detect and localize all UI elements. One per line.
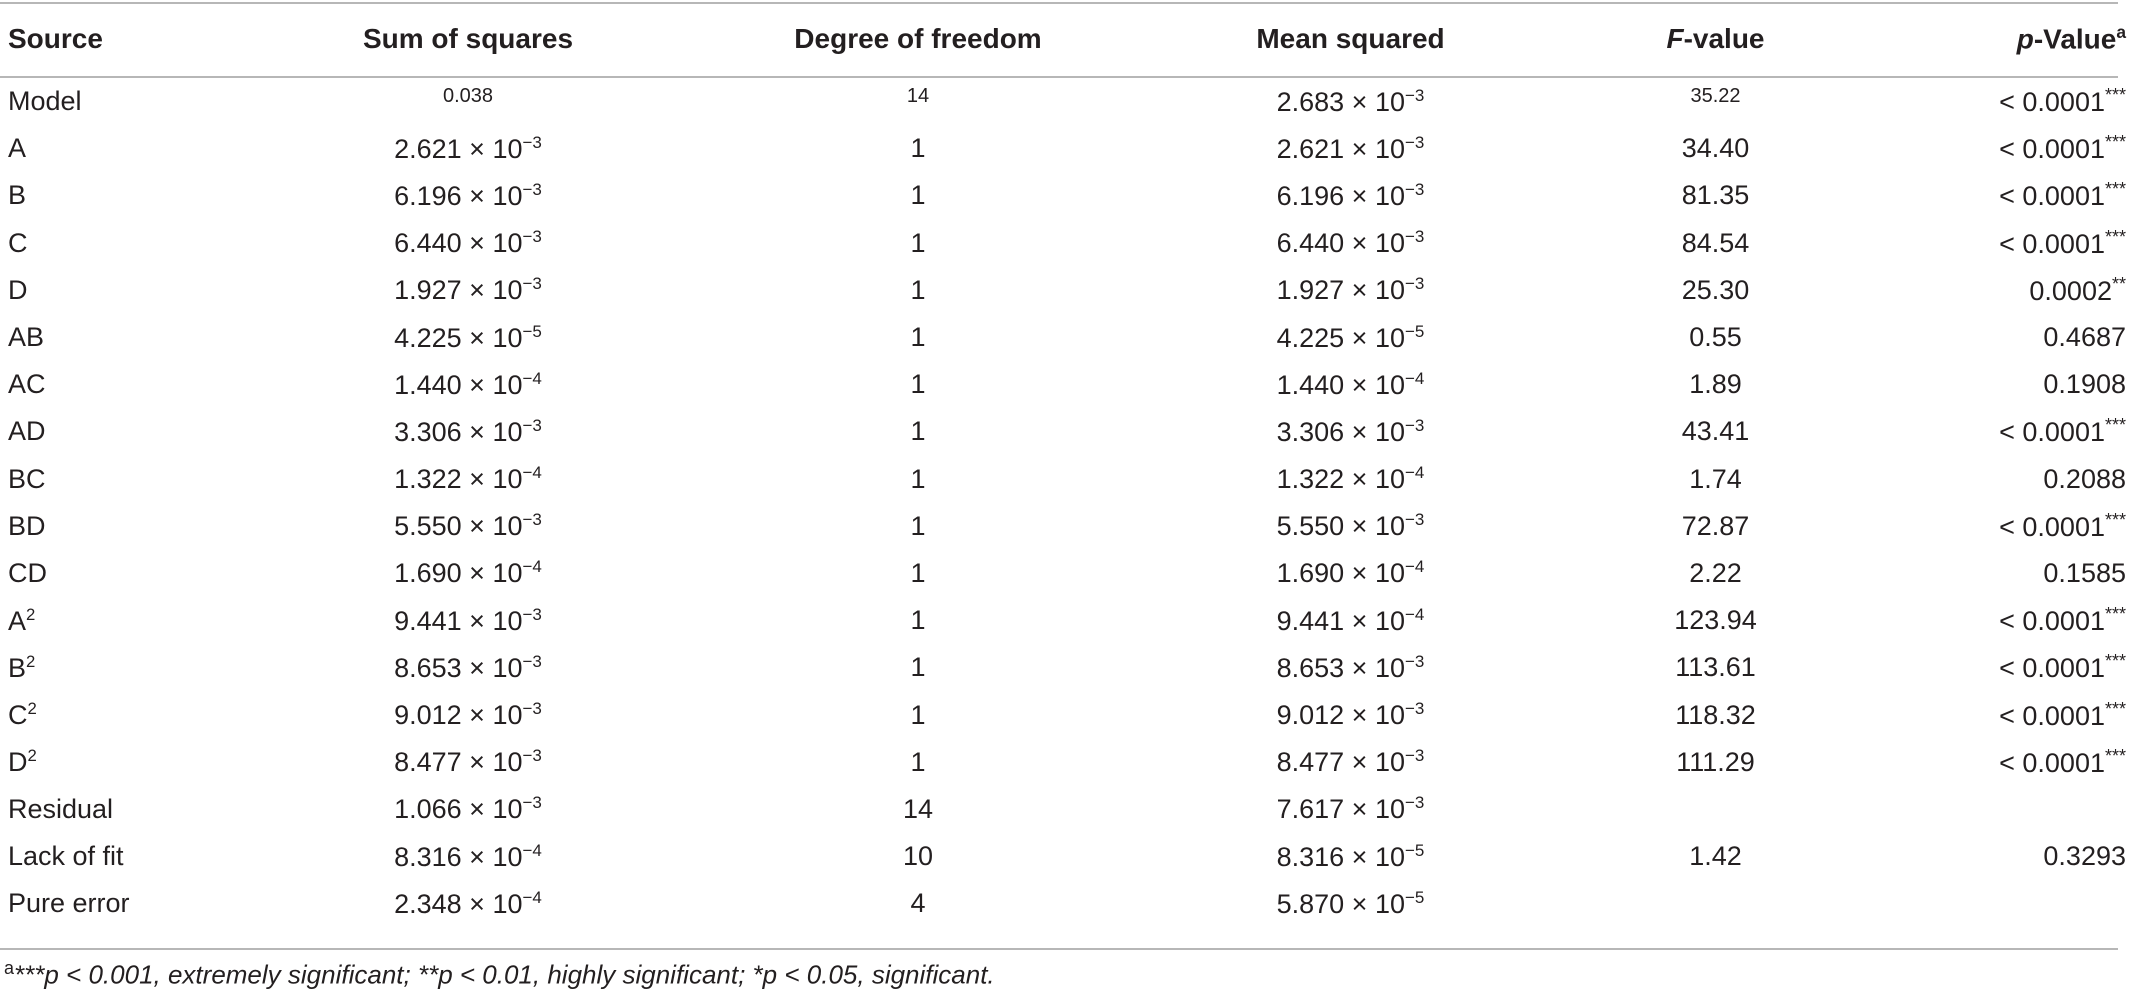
ms-mantissa: 3.306 × 10 [1276, 416, 1405, 447]
cell-sum-of-squares [268, 361, 668, 408]
df-value: 1 [910, 463, 926, 494]
cell-source [0, 220, 268, 267]
significance-stars: *** [2104, 132, 2126, 153]
cell-source [0, 172, 268, 219]
p-value: < 0.0001 [1999, 87, 2105, 118]
source-label: AD [8, 416, 46, 447]
cell-p-value [1898, 314, 2132, 361]
ss-mantissa: 1.440 × 10 [394, 369, 523, 400]
cell-mean-squared [1168, 550, 1533, 597]
cell-sum-of-squares [268, 220, 668, 267]
ms-mantissa: 5.870 × 10 [1276, 888, 1405, 919]
ms-exponent: −3 [1404, 179, 1425, 199]
cell-f-value [1533, 125, 1898, 172]
df-value: 4 [910, 888, 926, 919]
source-label: BD [8, 510, 46, 541]
significance-stars: *** [2104, 745, 2126, 766]
cell-f-value [1533, 833, 1898, 880]
cell-p-value [1898, 833, 2132, 880]
ms-exponent: −3 [1404, 415, 1425, 435]
ss-exponent: −3 [522, 227, 542, 247]
table-row [0, 78, 2132, 125]
cell-p-value [1898, 172, 2132, 219]
p-value: 0.2088 [2043, 463, 2126, 494]
cell-source [0, 408, 268, 455]
cell-source [0, 786, 268, 833]
cell-mean-squared [1168, 880, 1533, 927]
cell-p-value [1898, 456, 2132, 503]
table-row [0, 408, 2132, 455]
source-label: BC [8, 463, 46, 494]
significance-stars: *** [2104, 415, 2126, 436]
ms-exponent: −5 [1404, 887, 1425, 907]
ss-mantissa: 8.653 × 10 [394, 652, 523, 683]
df-value: 1 [910, 557, 926, 588]
cell-degree-of-freedom [668, 644, 1168, 691]
cell-sum-of-squares [268, 172, 668, 219]
df-value: 1 [910, 322, 926, 353]
cell-source [0, 880, 268, 927]
significance-stars: *** [2104, 85, 2126, 106]
p-value: 0.1908 [2043, 369, 2126, 400]
cell-source [0, 361, 268, 408]
p-value: < 0.0001 [1999, 606, 2105, 637]
cell-mean-squared [1168, 78, 1533, 125]
f-value: 81.35 [1681, 180, 1750, 211]
p-value: < 0.0001 [1999, 700, 2105, 731]
cell-f-value [1533, 691, 1898, 738]
ms-mantissa: 8.653 × 10 [1276, 652, 1405, 683]
cell-p-value [1898, 220, 2132, 267]
table-row [0, 786, 2132, 833]
f-value: 34.40 [1681, 133, 1750, 164]
ss-mantissa: 2.621 × 10 [394, 133, 523, 164]
cell-sum-of-squares [268, 125, 668, 172]
table-row [0, 597, 2132, 644]
table-row [0, 691, 2132, 738]
f-value: 35.22 [1690, 85, 1741, 108]
df-value: 1 [910, 699, 926, 730]
cell-mean-squared [1168, 503, 1533, 550]
cell-f-value [1533, 550, 1898, 597]
ms-exponent: −3 [1404, 227, 1425, 247]
p-value: < 0.0001 [1999, 134, 2105, 165]
cell-f-value [1533, 78, 1898, 125]
source-exponent: 2 [26, 651, 36, 671]
cell-mean-squared [1168, 786, 1533, 833]
cell-degree-of-freedom [668, 550, 1168, 597]
p-value: < 0.0001 [1999, 181, 2105, 212]
header-source: Source [8, 23, 103, 54]
df-value: 1 [910, 605, 926, 636]
p-value: < 0.0001 [1999, 653, 2105, 684]
cell-sum-of-squares [268, 503, 668, 550]
cell-source [0, 314, 268, 361]
source-exponent: 2 [27, 746, 37, 766]
cell-p-value [1898, 880, 2132, 927]
cell-p-value [1898, 361, 2132, 408]
ss-exponent: −5 [522, 321, 542, 341]
df-value: 1 [910, 652, 926, 683]
source-label: CD [8, 557, 47, 588]
table-row [0, 644, 2132, 691]
ms-mantissa: 1.927 × 10 [1276, 275, 1405, 306]
df-value: 1 [910, 227, 926, 258]
cell-degree-of-freedom [668, 125, 1168, 172]
footnote-marker: a [4, 958, 15, 978]
source-label: Pure error [8, 888, 130, 919]
table-row [0, 739, 2132, 786]
ss-exponent: −3 [522, 651, 542, 671]
ms-exponent: −3 [1404, 274, 1425, 294]
cell-degree-of-freedom [668, 408, 1168, 455]
ms-exponent: −5 [1404, 321, 1425, 341]
ms-mantissa: 1.690 × 10 [1276, 558, 1405, 589]
cell-mean-squared [1168, 125, 1533, 172]
p-value: 0.1585 [2043, 557, 2126, 588]
source-label: A [8, 605, 27, 636]
table-body [0, 78, 2132, 927]
cell-mean-squared [1168, 739, 1533, 786]
cell-degree-of-freedom [668, 691, 1168, 738]
cell-sum-of-squares [268, 786, 668, 833]
cell-source [0, 739, 268, 786]
ss-exponent: −4 [522, 557, 542, 577]
f-value: 118.32 [1675, 699, 1756, 730]
cell-sum-of-squares [268, 739, 668, 786]
ss-exponent: −3 [522, 604, 542, 624]
cell-f-value [1533, 597, 1898, 644]
df-value: 14 [906, 85, 930, 108]
df-value: 1 [910, 510, 926, 541]
ss-exponent: −3 [522, 415, 542, 435]
cell-f-value [1533, 361, 1898, 408]
cell-mean-squared [1168, 267, 1533, 314]
ms-mantissa: 9.441 × 10 [1276, 605, 1405, 636]
cell-p-value [1898, 550, 2132, 597]
ss-exponent: −3 [522, 179, 542, 199]
source-label: C [8, 227, 28, 258]
cell-mean-squared [1168, 172, 1533, 219]
cell-p-value [1898, 503, 2132, 550]
f-value: 43.41 [1681, 416, 1750, 447]
cell-sum-of-squares [268, 833, 668, 880]
source-exponent: 2 [27, 699, 37, 719]
cell-mean-squared [1168, 408, 1533, 455]
ss-exponent: −3 [522, 132, 542, 152]
ss-mantissa: 6.440 × 10 [394, 228, 523, 259]
ss-exponent: −3 [522, 746, 542, 766]
ss-exponent: −3 [522, 510, 542, 530]
cell-p-value [1898, 267, 2132, 314]
ss-exponent: −4 [522, 887, 542, 907]
cell-p-value [1898, 78, 2132, 125]
cell-degree-of-freedom [668, 833, 1168, 880]
cell-degree-of-freedom [668, 786, 1168, 833]
cell-f-value [1533, 220, 1898, 267]
cell-sum-of-squares [268, 644, 668, 691]
cell-f-value [1533, 644, 1898, 691]
ms-exponent: −4 [1404, 368, 1425, 388]
ss-mantissa: 2.348 × 10 [394, 888, 523, 919]
cell-mean-squared [1168, 691, 1533, 738]
f-value: 1.74 [1689, 463, 1742, 494]
significance-stars: *** [2104, 651, 2126, 672]
cell-sum-of-squares [268, 456, 668, 503]
f-value: 84.54 [1681, 227, 1750, 258]
ms-mantissa: 1.322 × 10 [1276, 464, 1405, 495]
source-label: B [8, 180, 27, 211]
cell-p-value [1898, 786, 2132, 833]
ms-mantissa: 4.225 × 10 [1276, 322, 1405, 353]
significance-stars: *** [2104, 179, 2126, 200]
footnote-text: ***p < 0.001, extremely significant; **p < 0.01, highly significant; *p < 0.05, significant. [14, 959, 995, 990]
cell-f-value [1533, 739, 1898, 786]
source-label: B [8, 652, 27, 683]
df-value: 1 [910, 133, 926, 164]
ss-exponent: −4 [522, 463, 542, 483]
source-label: C [8, 700, 28, 731]
table-row [0, 125, 2132, 172]
table-row [0, 833, 2132, 880]
f-value: 113.61 [1675, 652, 1756, 683]
significance-stars: *** [2104, 604, 2126, 625]
cell-degree-of-freedom [668, 503, 1168, 550]
header-p-footnote-marker: a [2116, 22, 2126, 43]
cell-degree-of-freedom [668, 880, 1168, 927]
table-row [0, 880, 2132, 927]
ms-mantissa: 5.550 × 10 [1276, 511, 1405, 542]
f-value: 123.94 [1674, 605, 1757, 636]
source-label: AC [8, 369, 46, 400]
f-value: 1.42 [1689, 841, 1742, 872]
cell-f-value [1533, 314, 1898, 361]
table-row [0, 550, 2132, 597]
p-value: < 0.0001 [1999, 228, 2105, 259]
cell-sum-of-squares [268, 78, 668, 125]
cell-degree-of-freedom [668, 78, 1168, 125]
df-value: 1 [910, 369, 926, 400]
ss-exponent: −3 [522, 274, 542, 294]
ms-mantissa: 8.316 × 10 [1276, 841, 1405, 872]
p-value: 0.4687 [2043, 322, 2126, 353]
ms-exponent: −4 [1404, 604, 1425, 624]
header-f-value [1533, 0, 1898, 78]
cell-f-value [1533, 503, 1898, 550]
ms-exponent: −4 [1404, 557, 1425, 577]
ms-exponent: −3 [1404, 699, 1425, 719]
cell-mean-squared [1168, 220, 1533, 267]
f-value: 2.22 [1689, 557, 1742, 588]
cell-sum-of-squares [268, 267, 668, 314]
cell-f-value [1533, 172, 1898, 219]
cell-mean-squared [1168, 361, 1533, 408]
cell-sum-of-squares [268, 691, 668, 738]
cell-sum-of-squares [268, 597, 668, 644]
cell-f-value [1533, 456, 1898, 503]
ms-mantissa: 1.440 × 10 [1276, 369, 1405, 400]
ms-mantissa: 2.621 × 10 [1276, 133, 1405, 164]
cell-f-value [1533, 408, 1898, 455]
cell-p-value [1898, 597, 2132, 644]
cell-p-value [1898, 644, 2132, 691]
ms-mantissa: 7.617 × 10 [1276, 794, 1405, 825]
df-value: 1 [910, 746, 926, 777]
ss-mantissa: 6.196 × 10 [394, 180, 523, 211]
cell-sum-of-squares [268, 408, 668, 455]
header-sum-of-squares: Sum of squares [362, 23, 574, 54]
header-p-rest: -Value [2033, 23, 2117, 55]
ms-mantissa: 8.477 × 10 [1276, 747, 1405, 778]
cell-source [0, 644, 268, 691]
ss-exponent: −4 [522, 840, 542, 860]
ms-exponent: −3 [1404, 132, 1425, 152]
cell-source [0, 125, 268, 172]
cell-source [0, 597, 268, 644]
cell-mean-squared [1168, 597, 1533, 644]
cell-degree-of-freedom [668, 267, 1168, 314]
ss-value: 0.038 [442, 85, 494, 108]
cell-f-value [1533, 267, 1898, 314]
table-row [0, 456, 2132, 503]
cell-degree-of-freedom [668, 597, 1168, 644]
table-row [0, 503, 2132, 550]
significance-stars: ** [2111, 273, 2126, 294]
ms-mantissa: 6.440 × 10 [1276, 228, 1405, 259]
f-value: 25.30 [1681, 274, 1750, 305]
df-value: 14 [902, 793, 934, 824]
header-f-rest: -value [1683, 23, 1765, 54]
cell-degree-of-freedom [668, 739, 1168, 786]
df-value: 1 [910, 180, 926, 211]
ss-mantissa: 9.441 × 10 [394, 605, 523, 636]
ss-mantissa: 5.550 × 10 [394, 511, 523, 542]
cell-degree-of-freedom [668, 361, 1168, 408]
cell-source [0, 550, 268, 597]
cell-sum-of-squares [268, 550, 668, 597]
ss-exponent: −3 [522, 793, 542, 813]
source-label: D [8, 274, 28, 305]
p-value: < 0.0001 [1999, 511, 2105, 542]
f-value: 111.29 [1676, 746, 1755, 777]
table-row [0, 361, 2132, 408]
ss-mantissa: 1.927 × 10 [394, 275, 523, 306]
ss-mantissa: 1.066 × 10 [394, 794, 523, 825]
cell-sum-of-squares [268, 880, 668, 927]
header-f-italic: F [1666, 23, 1684, 54]
cell-f-value [1533, 786, 1898, 833]
header-p-italic: p [2016, 23, 2034, 55]
df-value: 1 [910, 274, 926, 305]
cell-mean-squared [1168, 644, 1533, 691]
ss-exponent: −3 [522, 699, 542, 719]
header-degree-of-freedom: Degree of freedom [794, 23, 1042, 54]
source-label: Residual [8, 793, 114, 824]
ss-mantissa: 1.322 × 10 [394, 464, 523, 495]
cell-degree-of-freedom [668, 456, 1168, 503]
df-value: 1 [910, 416, 926, 447]
header-mean-squared: Mean squared [1256, 23, 1445, 54]
df-value: 10 [902, 841, 934, 872]
p-value: 0.3293 [2043, 841, 2126, 872]
source-label: Model [8, 86, 82, 117]
cell-degree-of-freedom [668, 314, 1168, 361]
cell-source [0, 691, 268, 738]
source-exponent: 2 [26, 604, 36, 624]
cell-source [0, 503, 268, 550]
source-label: AB [8, 322, 45, 353]
f-value: 0.55 [1689, 322, 1742, 353]
p-value: < 0.0001 [1999, 747, 2105, 778]
ss-mantissa: 9.012 × 10 [394, 700, 523, 731]
cell-sum-of-squares [268, 314, 668, 361]
ss-mantissa: 4.225 × 10 [394, 322, 523, 353]
ms-exponent: −3 [1404, 793, 1425, 813]
cell-source [0, 78, 268, 125]
ms-exponent: −3 [1404, 651, 1425, 671]
f-value: 1.89 [1689, 369, 1742, 400]
cell-degree-of-freedom [668, 172, 1168, 219]
cell-source [0, 267, 268, 314]
cell-degree-of-freedom [668, 220, 1168, 267]
header-p-value [1898, 0, 2132, 78]
ms-mantissa: 9.012 × 10 [1276, 700, 1405, 731]
cell-source [0, 833, 268, 880]
table-row [0, 314, 2132, 361]
ms-exponent: −3 [1404, 746, 1425, 766]
ss-mantissa: 3.306 × 10 [394, 416, 523, 447]
ms-mantissa: 2.683 × 10 [1276, 86, 1405, 117]
ms-mantissa: 6.196 × 10 [1276, 180, 1405, 211]
f-value: 72.87 [1681, 510, 1750, 541]
ss-mantissa: 8.316 × 10 [394, 841, 523, 872]
cell-p-value [1898, 691, 2132, 738]
table-row [0, 220, 2132, 267]
cell-p-value [1898, 739, 2132, 786]
cell-p-value [1898, 125, 2132, 172]
ss-exponent: −4 [522, 368, 542, 388]
bottom-rule [0, 948, 2118, 950]
cell-f-value [1533, 880, 1898, 927]
cell-p-value [1898, 408, 2132, 455]
source-label: D [8, 747, 28, 778]
p-value: < 0.0001 [1999, 417, 2105, 448]
header-row [0, 0, 2132, 78]
ss-mantissa: 1.690 × 10 [394, 558, 523, 589]
cell-source [0, 456, 268, 503]
cell-mean-squared [1168, 456, 1533, 503]
ms-exponent: −3 [1404, 85, 1425, 105]
significance-stars: *** [2104, 509, 2126, 530]
table-row [0, 172, 2132, 219]
source-label: Lack of fit [8, 841, 124, 872]
ms-exponent: −4 [1404, 463, 1425, 483]
source-label: A [8, 133, 27, 164]
table-footnote [4, 958, 995, 991]
ss-mantissa: 8.477 × 10 [394, 747, 523, 778]
ms-exponent: −3 [1404, 510, 1425, 530]
cell-mean-squared [1168, 314, 1533, 361]
significance-stars: *** [2104, 226, 2126, 247]
table-row [0, 267, 2132, 314]
p-value: 0.0002 [2029, 275, 2112, 306]
significance-stars: *** [2104, 698, 2126, 719]
ms-exponent: −5 [1404, 840, 1425, 860]
cell-mean-squared [1168, 833, 1533, 880]
